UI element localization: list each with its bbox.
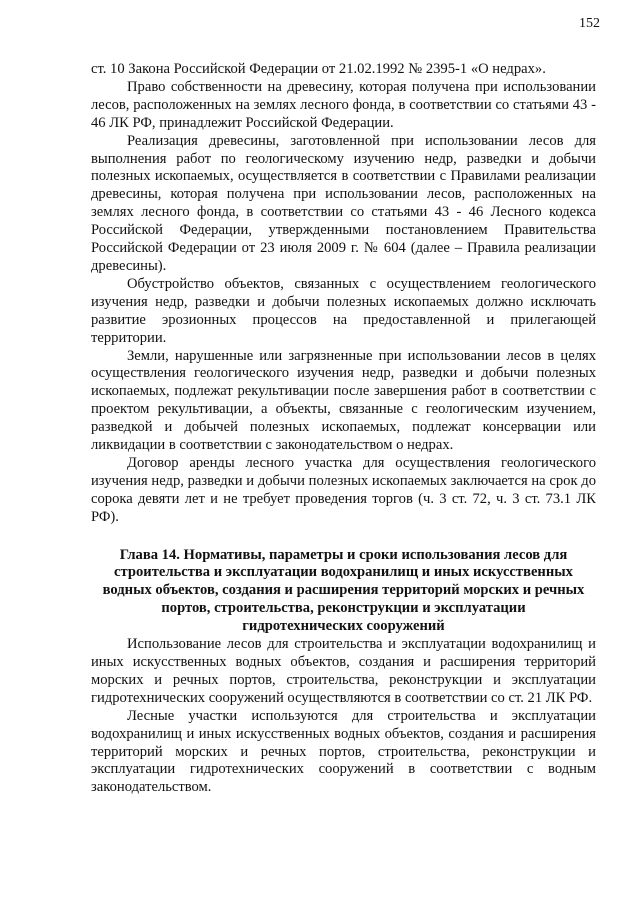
paragraph: Договор аренды лесного участка для осуществления геологического изучения недр, разведки и добычи полезных ископаемых заключается на срок до сорока девяти лет и не требует проведения торгов (ч. 3 ст. 72, ч. 3 ст. 73.1 ЛК РФ). (91, 454, 596, 525)
page-number: 152 (579, 16, 600, 31)
paragraph: Реализация древесины, заготовленной при использовании лесов для выполнения работ по геологическому изучению недр, разведки и добычи полезных ископаемых, осуществляется в соответствии с Правилами реализации древесины, которая получена при использовании лесов, расположенных на землях лесного фонда, в соответствии со статьями 43 - 46 Лесного кодекса Российской Федерации, утвержденными постановлением Правительства Российской Федерации от 23 июля 2009 г. № 604 (далее – Правила реализации древесины). (91, 132, 596, 274)
paragraph-continuation: ст. 10 Закона Российской Федерации от 21.02.1992 № 2395-1 «О недрах». (91, 61, 546, 77)
paragraph: Лесные участки используются для строительства и эксплуатации водохранилищ и иных искусственных водных объектов, создания и расширения территорий морских и речных портов, строительства, реконструкции и эксплуатации гидротехнических сооружений в соответствии с водным законодательством. (91, 707, 596, 796)
paragraph: Использование лесов для строительства и эксплуатации водохранилищ и иных искусственных водных объектов, создания и расширения территорий морских и речных портов, строительства, реконструкции и эксплуатации гидротехнических сооружений осуществляются в соответствии со ст. 21 ЛК РФ. (91, 636, 596, 706)
chapter-heading: Глава 14. Нормативы, параметры и сроки использования лесов для строительства и эксплуатации водохранилищ и иных искусственных водных объектов, создания и расширения территорий морских и речных портов, строительства, реконструкции и эксплуатации гидротехнических сооружений (102, 546, 585, 635)
paragraph: Земли, нарушенные или загрязненные при использовании лесов в целях осуществления геологического изучения недр, разведки и добычи полезных ископаемых, подлежат рекультивации после завершения работ в соответствии с проектом рекультивации, а объекты, связанные с геологическим изучением, разведкой и добычей полезных ископаемых, подлежат консервации или ликвидации в соответствии с законодательством о недрах. (91, 347, 596, 454)
paragraph: Право собственности на древесину, которая получена при использовании лесов, расположенных на землях лесного фонда, в соответствии со статьями 43 - 46 ЛК РФ, принадлежит Российской Федерации. (91, 78, 596, 131)
page-body (91, 61, 596, 797)
paragraph: Обустройство объектов, связанных с осуществлением геологического изучения недр, разведки и добычи полезных ископаемых должно исключать развитие эрозионных процессов на предоставленной и прилегающей территории. (91, 275, 596, 346)
